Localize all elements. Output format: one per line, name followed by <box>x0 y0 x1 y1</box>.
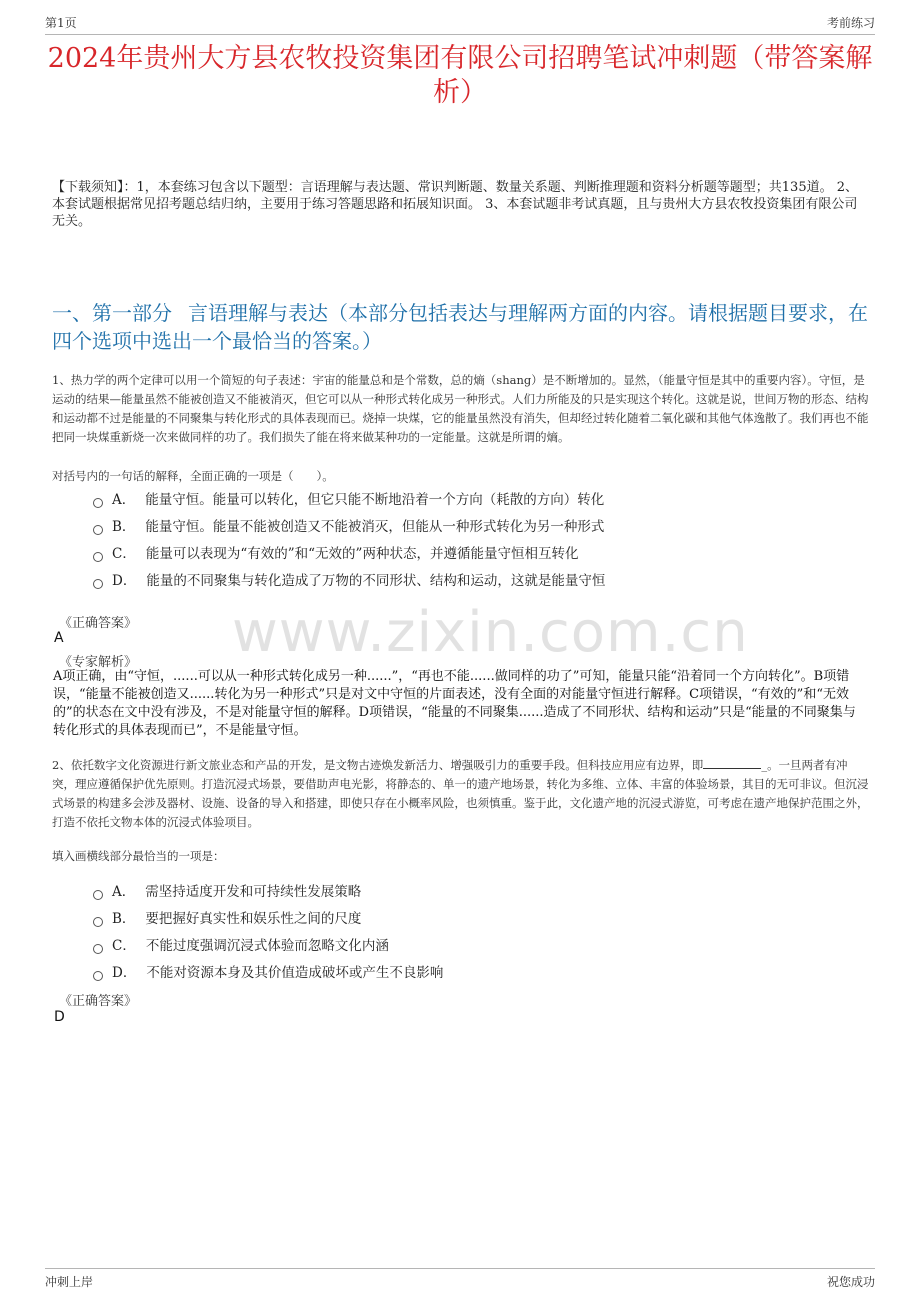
footer-left-label: 冲刺上岸 <box>45 1275 94 1289</box>
question-2-option-c[interactable]: C． 不能过度强调沉浸式体验而忽略文化内涵 <box>93 934 389 954</box>
section-text: 言语理解与表达（本部分包括表达与理解两方面的内容。请根据题目要求，在四个选项中选出一个最恰当的答案。） <box>52 301 868 353</box>
page-header <box>45 12 875 35</box>
radio-icon[interactable] <box>93 917 103 927</box>
header-right-label: 考前练习 <box>826 16 875 30</box>
radio-icon[interactable] <box>93 971 103 981</box>
question-1-prompt: 对括号内的一句话的解释，全面正确的一项是（ ）。 <box>52 469 334 483</box>
question-1-text: 1、热力学的两个定律可以用一个简短的句子表述：宇宙的能量总和是个常数，总的熵（shang）是不断增加的。显然，（能量守恒是其中的重要内容）。守恒，是运动的结果—能量虽然不能被创造又不能被消灭，但它可以从一种形式转化成另一种形式。人们力所能及的只是实现这个转化。这就是说，世间万物的形态、结构和运动都不过是能量的不同聚集与转化形式的具体表现而已。烧掉一块煤，它的能量虽然没有消失，但却经过转化随着二氧化碳和其他气体逸散了。我们再也不能把同一块煤重新烧一次来做同样的功了。我们损失了能在将来做某种功的一定能量。这就是所谓的熵。 <box>52 373 869 444</box>
question-1-answer: A <box>54 630 64 646</box>
radio-icon[interactable] <box>93 552 103 562</box>
download-notice: 【下载须知】：1，本套练习包含以下题型：言语理解与表达题、常识判断题、数量关系题、判断推理题和资料分析题等题型；共135道。 2、本套试题根据常见招考题总结归纳，主要用于练习答题思路和拓展知识面。 3、本套试题非考试真题，且与贵州大方县农牧投资集团有限公司无关。 <box>52 180 858 229</box>
radio-icon[interactable] <box>93 525 103 535</box>
question-2-answer-label: 《正确答案》 <box>59 994 138 1009</box>
radio-icon[interactable] <box>93 498 103 508</box>
radio-icon[interactable] <box>93 944 103 954</box>
question-1-option-a[interactable]: A． 能量守恒。能量可以转化，但它只能不断地沿着一个方向（耗散的方向）转化 <box>93 488 604 508</box>
question-2-text: 2、依托数字文化资源进行新文旅业态和产品的开发，是文物古迹焕发新活力、增强吸引力的重要手段。但科技应用应有边界，即 _。一旦两者有冲突，理应遵循保护优先原则。打造沉浸式场景，要借助声电光影，将静态的、单一的遗产地场景，转化为多维、立体、丰富的体验场景，其目的无可非议。但沉浸式场景的构建多会涉及器材、设施、设备的导入和搭建，即使只存在小概率风险，也须慎重。鉴于此，文化遗产地的沉浸式游览，可考虑在遗产地保护范围之外，打造不依托文物本体的沉浸式体验项目。 <box>52 758 869 829</box>
fill-blank <box>703 757 761 769</box>
question-1-option-c[interactable]: C． 能量可以表现为“有效的”和“无效的”两种状态，并遵循能量守恒相互转化 <box>93 542 578 562</box>
question-1-option-d[interactable]: D． 能量的不同聚集与转化造成了万物的不同形状、结构和运动，这就是能量守恒 <box>93 569 605 589</box>
question-2-option-b[interactable]: B． 要把握好真实性和娱乐性之间的尺度 <box>93 907 361 927</box>
section-number: 一、第一部分 <box>52 301 172 325</box>
question-1-answer-label: 《正确答案》 <box>59 616 138 631</box>
section-heading <box>52 299 870 355</box>
question-1-analysis: A项正确，由“守恒，......可以从一种形式转化成另一种......”，“再也不能......做同样的功了”可知，能量只能“沿着同一个方向转化”。B项错误，“能量不能被创造又......转化为另一种形式”只是对文中守恒的片面表述，没有全面的对能量守恒进行解释。C项错误，“有效的”和“无效的”的状态在文中没有涉及，不是对能量守恒的解释。D项错误，“能量的不同聚集......造成了不同形状、结构和运动”只是“能量的不同聚集与转化形式的具体表现而已”，不是能量守恒。 <box>53 669 856 738</box>
footer-right-label: 祝您成功 <box>826 1275 875 1289</box>
page-number: 第1页 <box>45 16 77 30</box>
radio-icon[interactable] <box>93 579 103 589</box>
question-2-answer: D <box>54 1009 65 1025</box>
radio-icon[interactable] <box>93 890 103 900</box>
question-1-analysis-label: 《专家解析》 <box>59 655 138 670</box>
page-footer <box>45 1268 875 1291</box>
question-2-option-d[interactable]: D． 不能对资源本身及其价值造成破坏或产生不良影响 <box>93 961 443 981</box>
question-1-option-b[interactable]: B． 能量守恒。能量不能被创造又不能被消灭，但能从一种形式转化为另一种形式 <box>93 515 604 535</box>
watermark: www.zixin.com.cn <box>232 600 749 665</box>
question-2-option-a[interactable]: A． 需坚持适度开发和可持续性发展策略 <box>93 880 361 900</box>
document-title: 2024年贵州大方县农牧投资集团有限公司招聘笔试冲刺题（带答案解析） <box>47 43 873 108</box>
question-2-prompt: 填入画横线部分最恰当的一项是： <box>52 849 225 863</box>
